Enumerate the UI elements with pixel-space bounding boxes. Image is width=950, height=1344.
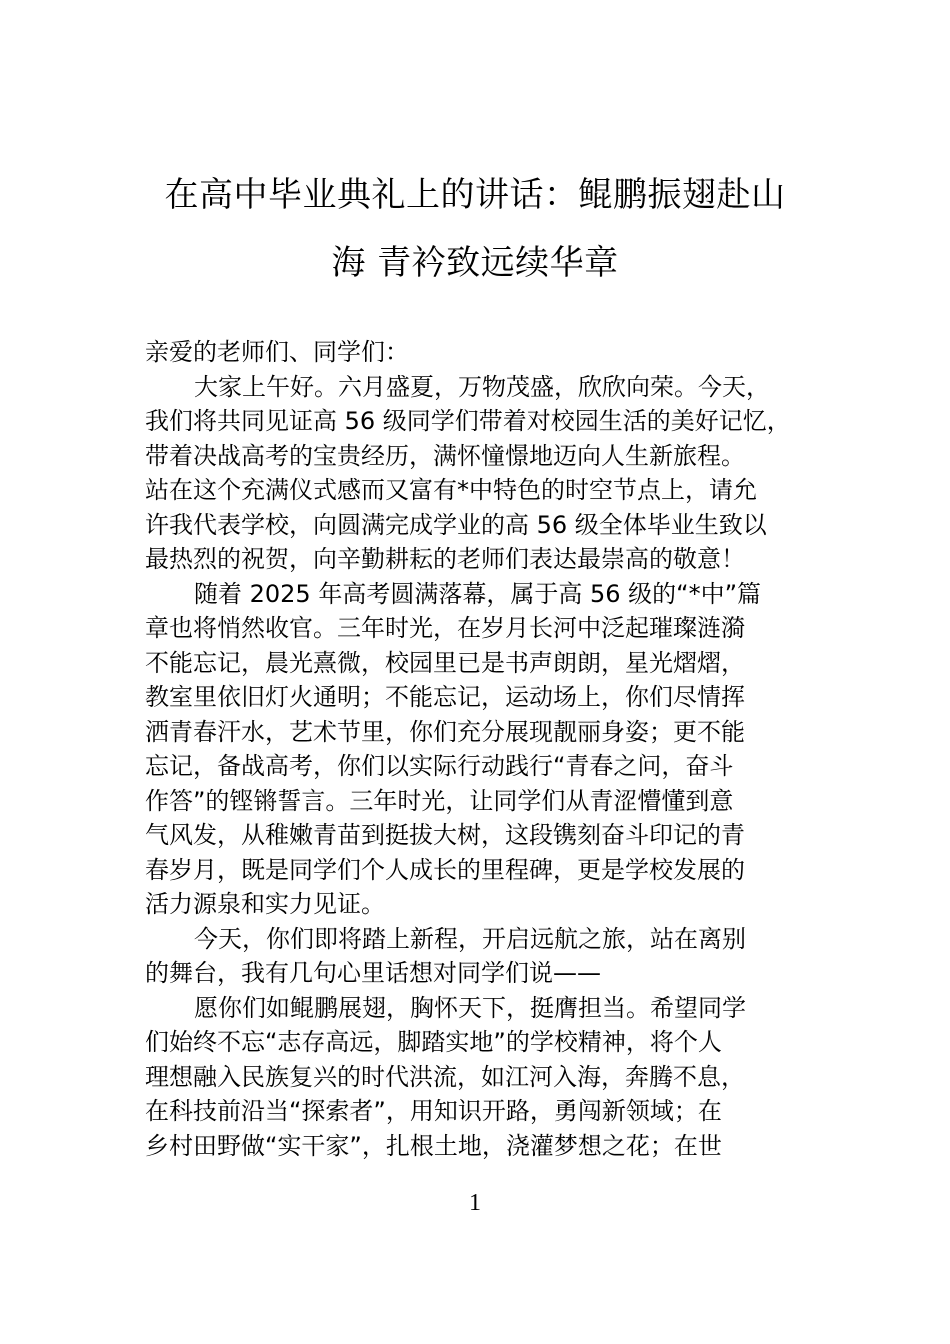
paragraph-4-line: 在科技前沿当“探索者”，用知识开路，勇闯新领域；在 — [145, 1097, 722, 1125]
paragraph-2-line: 作答”的铿锵誓言。三年时光，让同学们从青涩懵懂到意 — [145, 786, 734, 815]
document-title-line-2: 海 青衿致远续华章 — [331, 243, 619, 283]
paragraph-2-line: 春岁月，既是同学们个人成长的里程碑，更是学校发展的 — [145, 855, 745, 884]
document-body — [145, 335, 825, 1163]
paragraph-2-line: 洒青春汗水，艺术节里，你们充分展现靓丽身姿；更不能 — [145, 717, 745, 746]
paragraph-1-line: 我们将共同见证高 56 级同学们带着对校园生活的美好记忆， — [145, 407, 791, 435]
paragraph-2-line: 章也将悄然收官。三年时光，在岁月长河中泛起璀璨涟漪 — [145, 614, 745, 642]
paragraph-3-line: 的舞台，我有几句心里话想对同学们说—— — [145, 959, 601, 987]
document-title-line-1: 在高中毕业典礼上的讲话：鲲鹏振翅赴山 — [164, 175, 786, 215]
paragraph-1-line: 最热烈的祝贺，向辛勤耕耘的老师们表达最崇高的敬意！ — [145, 545, 745, 573]
paragraph-1-line: 许我代表学校，向圆满完成学业的高 56 级全体毕业生致以 — [145, 510, 767, 539]
paragraph-2-line: 忘记，备战高考，你们以实际行动践行“青春之问，奋斗 — [145, 752, 734, 780]
paragraph-1-line: 大家上午好。六月盛夏，万物茂盛，欣欣向荣。今天， — [194, 372, 770, 401]
paragraph-1-line: 站在这个充满仪式感而又富有*中特色的时空节点上，请允 — [145, 476, 757, 504]
paragraph-2-line: 随着 2025 年高考圆满落幕，属于高 56 级的“*中”篇 — [194, 579, 761, 608]
paragraph-4-line: 们始终不忘“志存高远，脚踏实地”的学校精神，将个人 — [145, 1028, 722, 1056]
greeting-line: 亲爱的老师们、同学们： — [145, 338, 409, 366]
paragraph-2-line: 气风发，从稚嫩青苗到挺拔大树，这段镌刻奋斗印记的青 — [145, 821, 745, 849]
page-number: 1 — [469, 1190, 481, 1216]
paragraph-4-line: 乡村田野做“实干家”，扎根土地，浇灌梦想之花；在世 — [145, 1131, 722, 1160]
paragraph-4-line: 愿你们如鲲鹏展翅，胸怀天下，挺膺担当。希望同学 — [194, 993, 746, 1022]
paragraph-2-line: 不能忘记，晨光熹微，校园里已是书声朗朗，星光熠熠， — [145, 648, 745, 677]
paragraph-2-line: 教室里依旧灯火通明；不能忘记，运动场上，你们尽情挥 — [145, 683, 745, 711]
paragraph-3-line: 今天，你们即将踏上新程，开启远航之旅，站在离别 — [194, 924, 746, 953]
paragraph-1-line: 带着决战高考的宝贵经历，满怀憧憬地迈向人生新旅程。 — [145, 441, 745, 470]
paragraph-4-line: 理想融入民族复兴的时代洪流，如江河入海，奔腾不息， — [145, 1062, 745, 1091]
paragraph-2-line: 活力源泉和实力见证。 — [145, 890, 385, 918]
